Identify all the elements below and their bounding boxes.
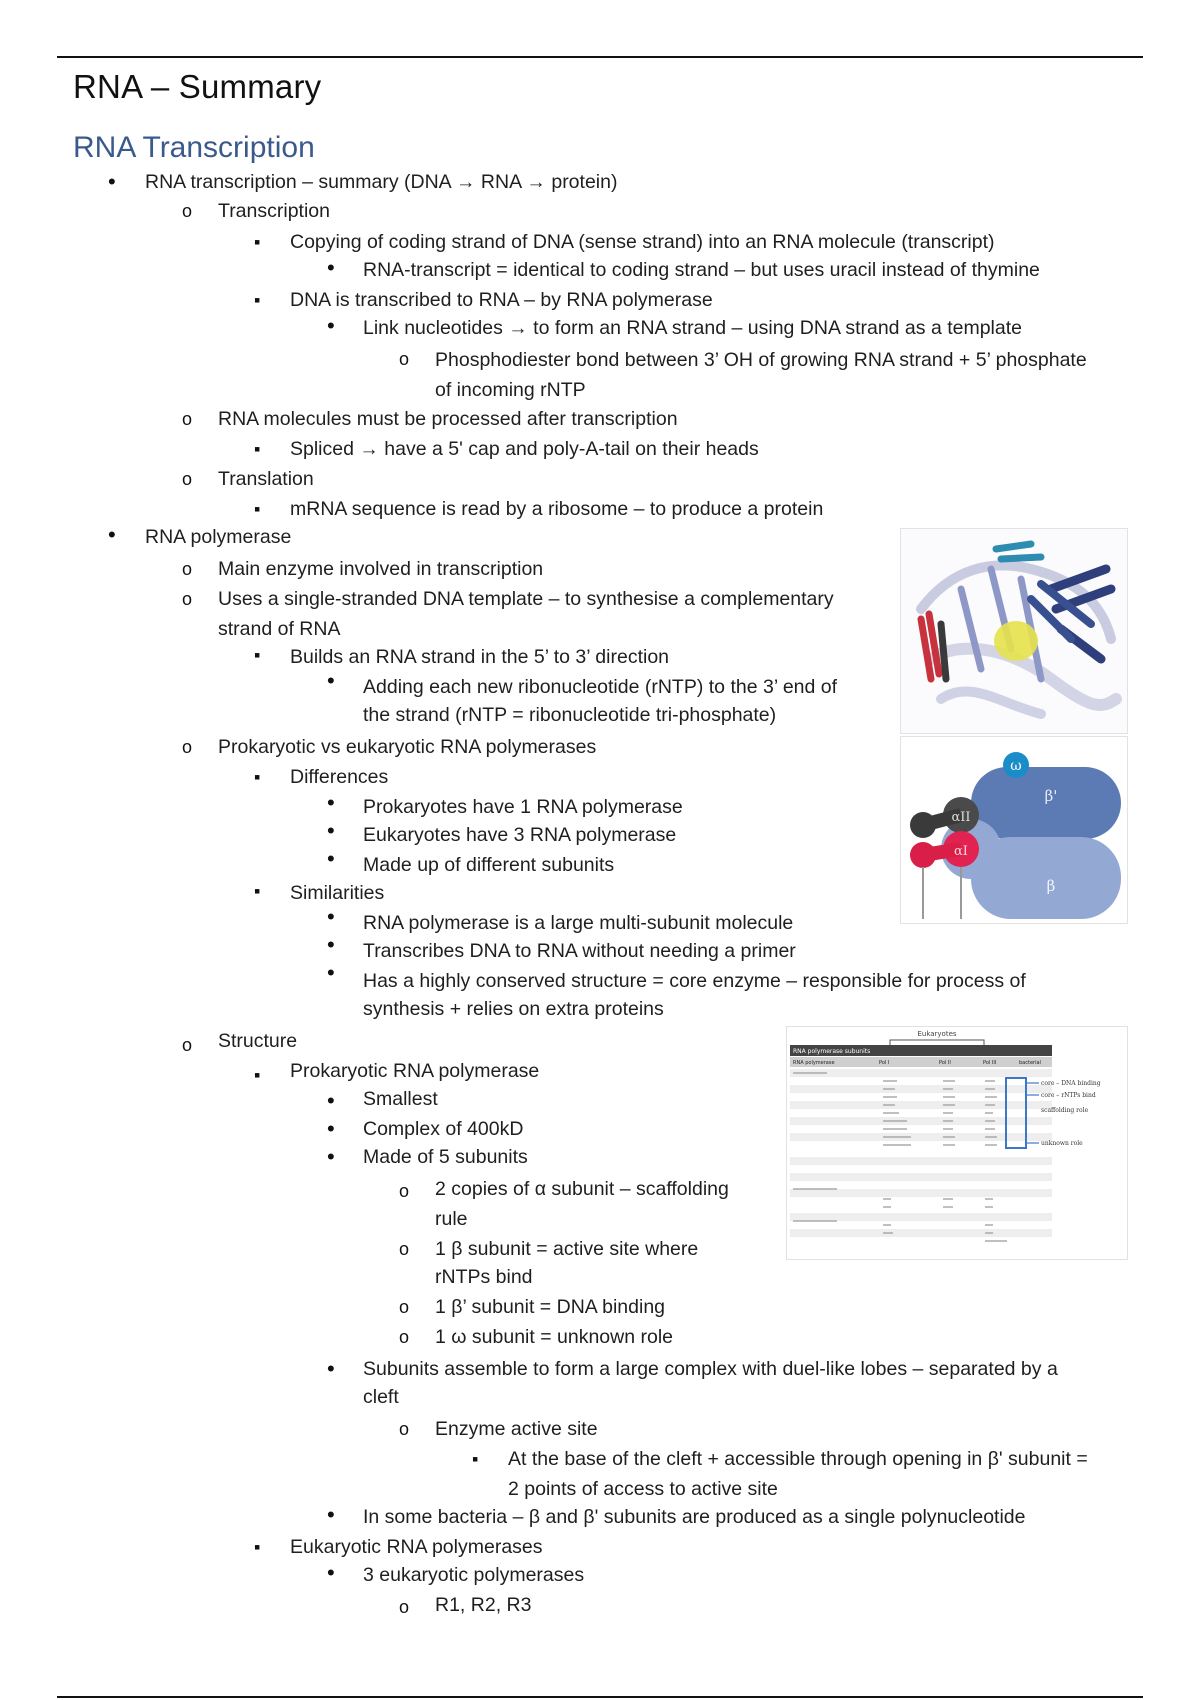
bullet-marker — [182, 735, 192, 760]
bullet-marker — [327, 961, 335, 987]
bullet-marker — [327, 1561, 335, 1587]
bullet-marker — [327, 1089, 335, 1115]
list-item: rNTPs bind — [435, 1266, 533, 1288]
list-item: RNA-transcript = identical to coding strand – but uses uracil instead of thymine — [363, 259, 1040, 281]
bullet-marker — [327, 905, 335, 931]
bullet-marker — [254, 879, 260, 904]
list-item: At the base of the cleft + accessible through opening in β' subunit = — [508, 1448, 1088, 1470]
bullet-marker — [254, 765, 260, 790]
table-col-5: bacterial — [1019, 1060, 1041, 1066]
bullet-marker — [327, 1503, 335, 1529]
table-col-3: Pol II — [939, 1060, 951, 1066]
list-item: strand of RNA — [218, 618, 341, 640]
list-item: Builds an RNA strand in the 5’ to 3’ direction — [290, 646, 670, 668]
bullet-marker — [399, 1325, 409, 1350]
table-header: RNA polymerase subunits — [793, 1048, 871, 1055]
list-item: Similarities — [290, 882, 385, 904]
bullet-marker — [254, 497, 260, 522]
table-col-2: Pol I — [879, 1060, 890, 1066]
list-item: Prokaryotic RNA polymerase — [290, 1060, 540, 1082]
list-item: RNA transcription – summary (DNA → RNA → protein) — [145, 171, 618, 193]
bullet-marker — [327, 1145, 335, 1171]
bullet-marker — [327, 314, 335, 340]
list-item: Link nucleotides → to form an RNA strand – using DNA strand as a template — [363, 317, 1023, 339]
bullet-marker — [327, 1117, 335, 1143]
list-item: Eukaryotes have 3 RNA polymerase — [363, 824, 677, 846]
section-heading: RNA Transcription — [73, 131, 315, 164]
list-item: Made up of different subunits — [363, 854, 615, 876]
list-item: of incoming rNTP — [435, 379, 586, 401]
list-item: 1 ω subunit = unknown role — [435, 1326, 673, 1348]
list-item: Phosphodiester bond between 3’ OH of growing RNA strand + 5’ phosphate — [435, 349, 1087, 371]
list-item: Main enzyme involved in transcription — [218, 558, 544, 580]
bullet-marker — [254, 1063, 260, 1088]
bullet-marker — [108, 170, 116, 196]
bullet-marker — [399, 1417, 409, 1442]
table-col-4: Pol III — [983, 1060, 997, 1066]
list-item: rule — [435, 1208, 468, 1230]
bullet-marker — [254, 288, 260, 313]
bullet-marker — [327, 933, 335, 959]
bullet-marker — [327, 847, 335, 873]
bullet-marker — [254, 643, 260, 668]
bullet-marker — [399, 1295, 409, 1320]
list-item: Smallest — [363, 1088, 438, 1110]
list-item: Has a highly conserved structure = core enzyme – responsible for process of — [363, 970, 1026, 992]
list-item: the strand (rNTP = ribonucleotide tri-phosphate) — [363, 704, 777, 726]
list-item: Prokaryotes have 1 RNA polymerase — [363, 796, 683, 818]
bullet-marker — [182, 1033, 192, 1058]
list-item: Differences — [290, 766, 389, 788]
beta-label: β — [1046, 877, 1056, 895]
list-item: Adding each new ribonucleotide (rNTP) to the 3’ end of — [363, 676, 838, 698]
list-item: Transcription — [218, 200, 330, 222]
bullet-marker — [399, 1237, 409, 1262]
list-item: 3 eukaryotic polymerases — [363, 1564, 585, 1586]
omega-label: ω — [1010, 758, 1022, 774]
list-item: R1, R2, R3 — [435, 1594, 532, 1616]
bullet-marker — [327, 1357, 335, 1383]
list-item: 1 β’ subunit = DNA binding — [435, 1296, 666, 1318]
bottom-rule — [57, 1696, 1143, 1698]
bullet-marker — [327, 819, 335, 845]
bullet-marker — [254, 1535, 260, 1560]
table-top-label: Eukaryotes — [917, 1030, 957, 1038]
list-item: Copying of coding strand of DNA (sense strand) into an RNA molecule (transcript) — [290, 231, 995, 253]
bullet-marker — [399, 1595, 409, 1620]
list-item: RNA polymerase is a large multi-subunit molecule — [363, 912, 794, 934]
bullet-marker — [327, 669, 335, 695]
bullet-marker — [182, 467, 192, 492]
list-item: DNA is transcribed to RNA – by RNA polymerase — [290, 289, 713, 311]
rna-polymerase-subunit-diagram — [900, 736, 1128, 924]
list-item: synthesis + relies on extra proteins — [363, 998, 664, 1020]
list-item: Prokaryotic vs eukaryotic RNA polymerases — [218, 736, 597, 758]
bullet-marker — [254, 230, 260, 255]
bullet-marker — [182, 587, 192, 612]
list-item: Uses a single-stranded DNA template – to synthesise a complementary — [218, 588, 834, 610]
list-item: Transcribes DNA to RNA without needing a primer — [363, 940, 796, 962]
bullet-marker — [472, 1447, 478, 1472]
rna-polymerase-structure-image — [900, 528, 1128, 734]
annotation-4: unknown role — [1041, 1140, 1083, 1147]
list-item: RNA molecules must be processed after transcription — [218, 408, 678, 430]
bullet-marker — [182, 199, 192, 224]
list-item: Translation — [218, 468, 314, 490]
table-col-1: RNA polymerase — [793, 1060, 835, 1066]
list-item: Structure — [218, 1030, 298, 1052]
bullet-marker — [327, 791, 335, 817]
list-item: Subunits assemble to form a large complex with duel-like lobes – separated by a — [363, 1358, 1058, 1380]
bullet-marker — [108, 523, 116, 549]
list-item: Eukaryotic RNA polymerases — [290, 1536, 543, 1558]
list-item: Complex of 400kD — [363, 1118, 524, 1140]
bullet-marker — [399, 347, 409, 372]
beta-prime-label: β' — [1044, 787, 1058, 805]
bullet-marker — [182, 557, 192, 582]
list-item: mRNA sequence is read by a ribosome – to produce a protein — [290, 498, 824, 520]
list-item: In some bacteria – β and β' subunits are produced as a single polynucleotide — [363, 1506, 1026, 1528]
list-item: Made of 5 subunits — [363, 1146, 528, 1168]
list-item: Enzyme active site — [435, 1418, 598, 1440]
annotation-3: scaffolding role — [1041, 1107, 1089, 1114]
alpha-one-label: αI — [954, 844, 968, 859]
polymerase-subunit-table-image — [786, 1026, 1128, 1260]
list-item: Spliced → have a 5' cap and poly-A-tail on their heads — [290, 438, 759, 460]
annotation-2: core – rNTPs bind — [1041, 1092, 1096, 1099]
bullet-marker — [254, 437, 260, 462]
top-rule — [57, 56, 1143, 58]
list-item: 2 points of access to active site — [508, 1478, 778, 1500]
annotation-1: core – DNA binding — [1041, 1080, 1101, 1087]
bullet-marker — [399, 1179, 409, 1204]
page-title: RNA – Summary — [73, 68, 322, 105]
list-item: cleft — [363, 1386, 399, 1408]
list-item: 1 β subunit = active site where — [435, 1238, 699, 1260]
list-item: 2 copies of α subunit – scaffolding — [435, 1178, 729, 1200]
alpha-two-label: αII — [951, 810, 971, 825]
bullet-marker — [327, 256, 335, 282]
list-item: RNA polymerase — [145, 526, 292, 548]
bullet-marker — [182, 407, 192, 432]
